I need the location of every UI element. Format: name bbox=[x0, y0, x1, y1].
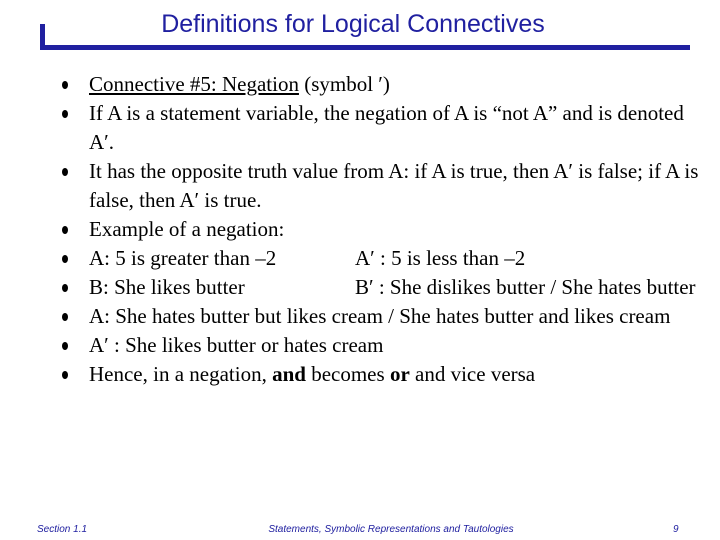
title-rule bbox=[40, 45, 690, 50]
bullet-dot-icon bbox=[62, 255, 68, 263]
bullet-item bbox=[62, 302, 712, 331]
bullet-text-left: A: 5 is greater than –2 bbox=[89, 246, 277, 270]
bullet-text-right: B′ : She dislikes butter / She hates butter bbox=[355, 275, 696, 299]
bullet-dot-icon bbox=[62, 371, 68, 379]
bullet-item bbox=[62, 331, 712, 360]
bold-and-word: and bbox=[272, 362, 306, 386]
bullet-item bbox=[62, 157, 712, 215]
bullet-text: Example of a negation: bbox=[89, 217, 285, 241]
bullet-dot-icon bbox=[62, 168, 68, 176]
bullet-item bbox=[62, 360, 712, 389]
bullet-dot-icon bbox=[62, 110, 68, 118]
bullet-dot-icon bbox=[62, 284, 68, 292]
footer-title: Statements, Symbolic Representations and Tautologies bbox=[268, 524, 514, 535]
bullet-text: and vice versa bbox=[409, 362, 536, 386]
bullet-item bbox=[62, 215, 712, 244]
bullet-item bbox=[62, 99, 712, 157]
bullet-text: A: She hates butter but likes cream / She hates butter and likes cream bbox=[89, 304, 671, 328]
bullet-text-right: A′ : 5 is less than –2 bbox=[355, 246, 526, 270]
slide-title: Definitions for Logical Connectives bbox=[161, 10, 545, 38]
bullet-text: becomes bbox=[305, 362, 390, 386]
bullet-underlined-text: Connective #5: Negation bbox=[89, 72, 299, 96]
bullet-text: (symbol ′) bbox=[298, 72, 390, 96]
bullet-item bbox=[62, 273, 712, 302]
bullet-list bbox=[62, 70, 712, 389]
bullet-text-left: B: She likes butter bbox=[89, 275, 245, 299]
bullet-text: Hence, in a negation, bbox=[89, 362, 273, 386]
footer-page-number: 9 bbox=[673, 524, 679, 535]
bullet-text: It has the opposite truth value from A: if A is true, then A′ is false; if A is false, then A′ is true. bbox=[89, 159, 699, 212]
bullet-dot-icon bbox=[62, 81, 68, 89]
footer-section: Section 1.1 bbox=[37, 524, 88, 535]
bullet-dot-icon bbox=[62, 342, 68, 350]
bullet-dot-icon bbox=[62, 226, 68, 234]
bold-or-word: or bbox=[389, 362, 410, 386]
bullet-item bbox=[62, 244, 712, 273]
bullet-text: If A is a statement variable, the negation of A is “not A” and is denoted A′. bbox=[89, 101, 684, 154]
bullet-item bbox=[62, 70, 712, 99]
bullet-text: A′ : She likes butter or hates cream bbox=[89, 333, 384, 357]
bullet-dot-icon bbox=[62, 313, 68, 321]
